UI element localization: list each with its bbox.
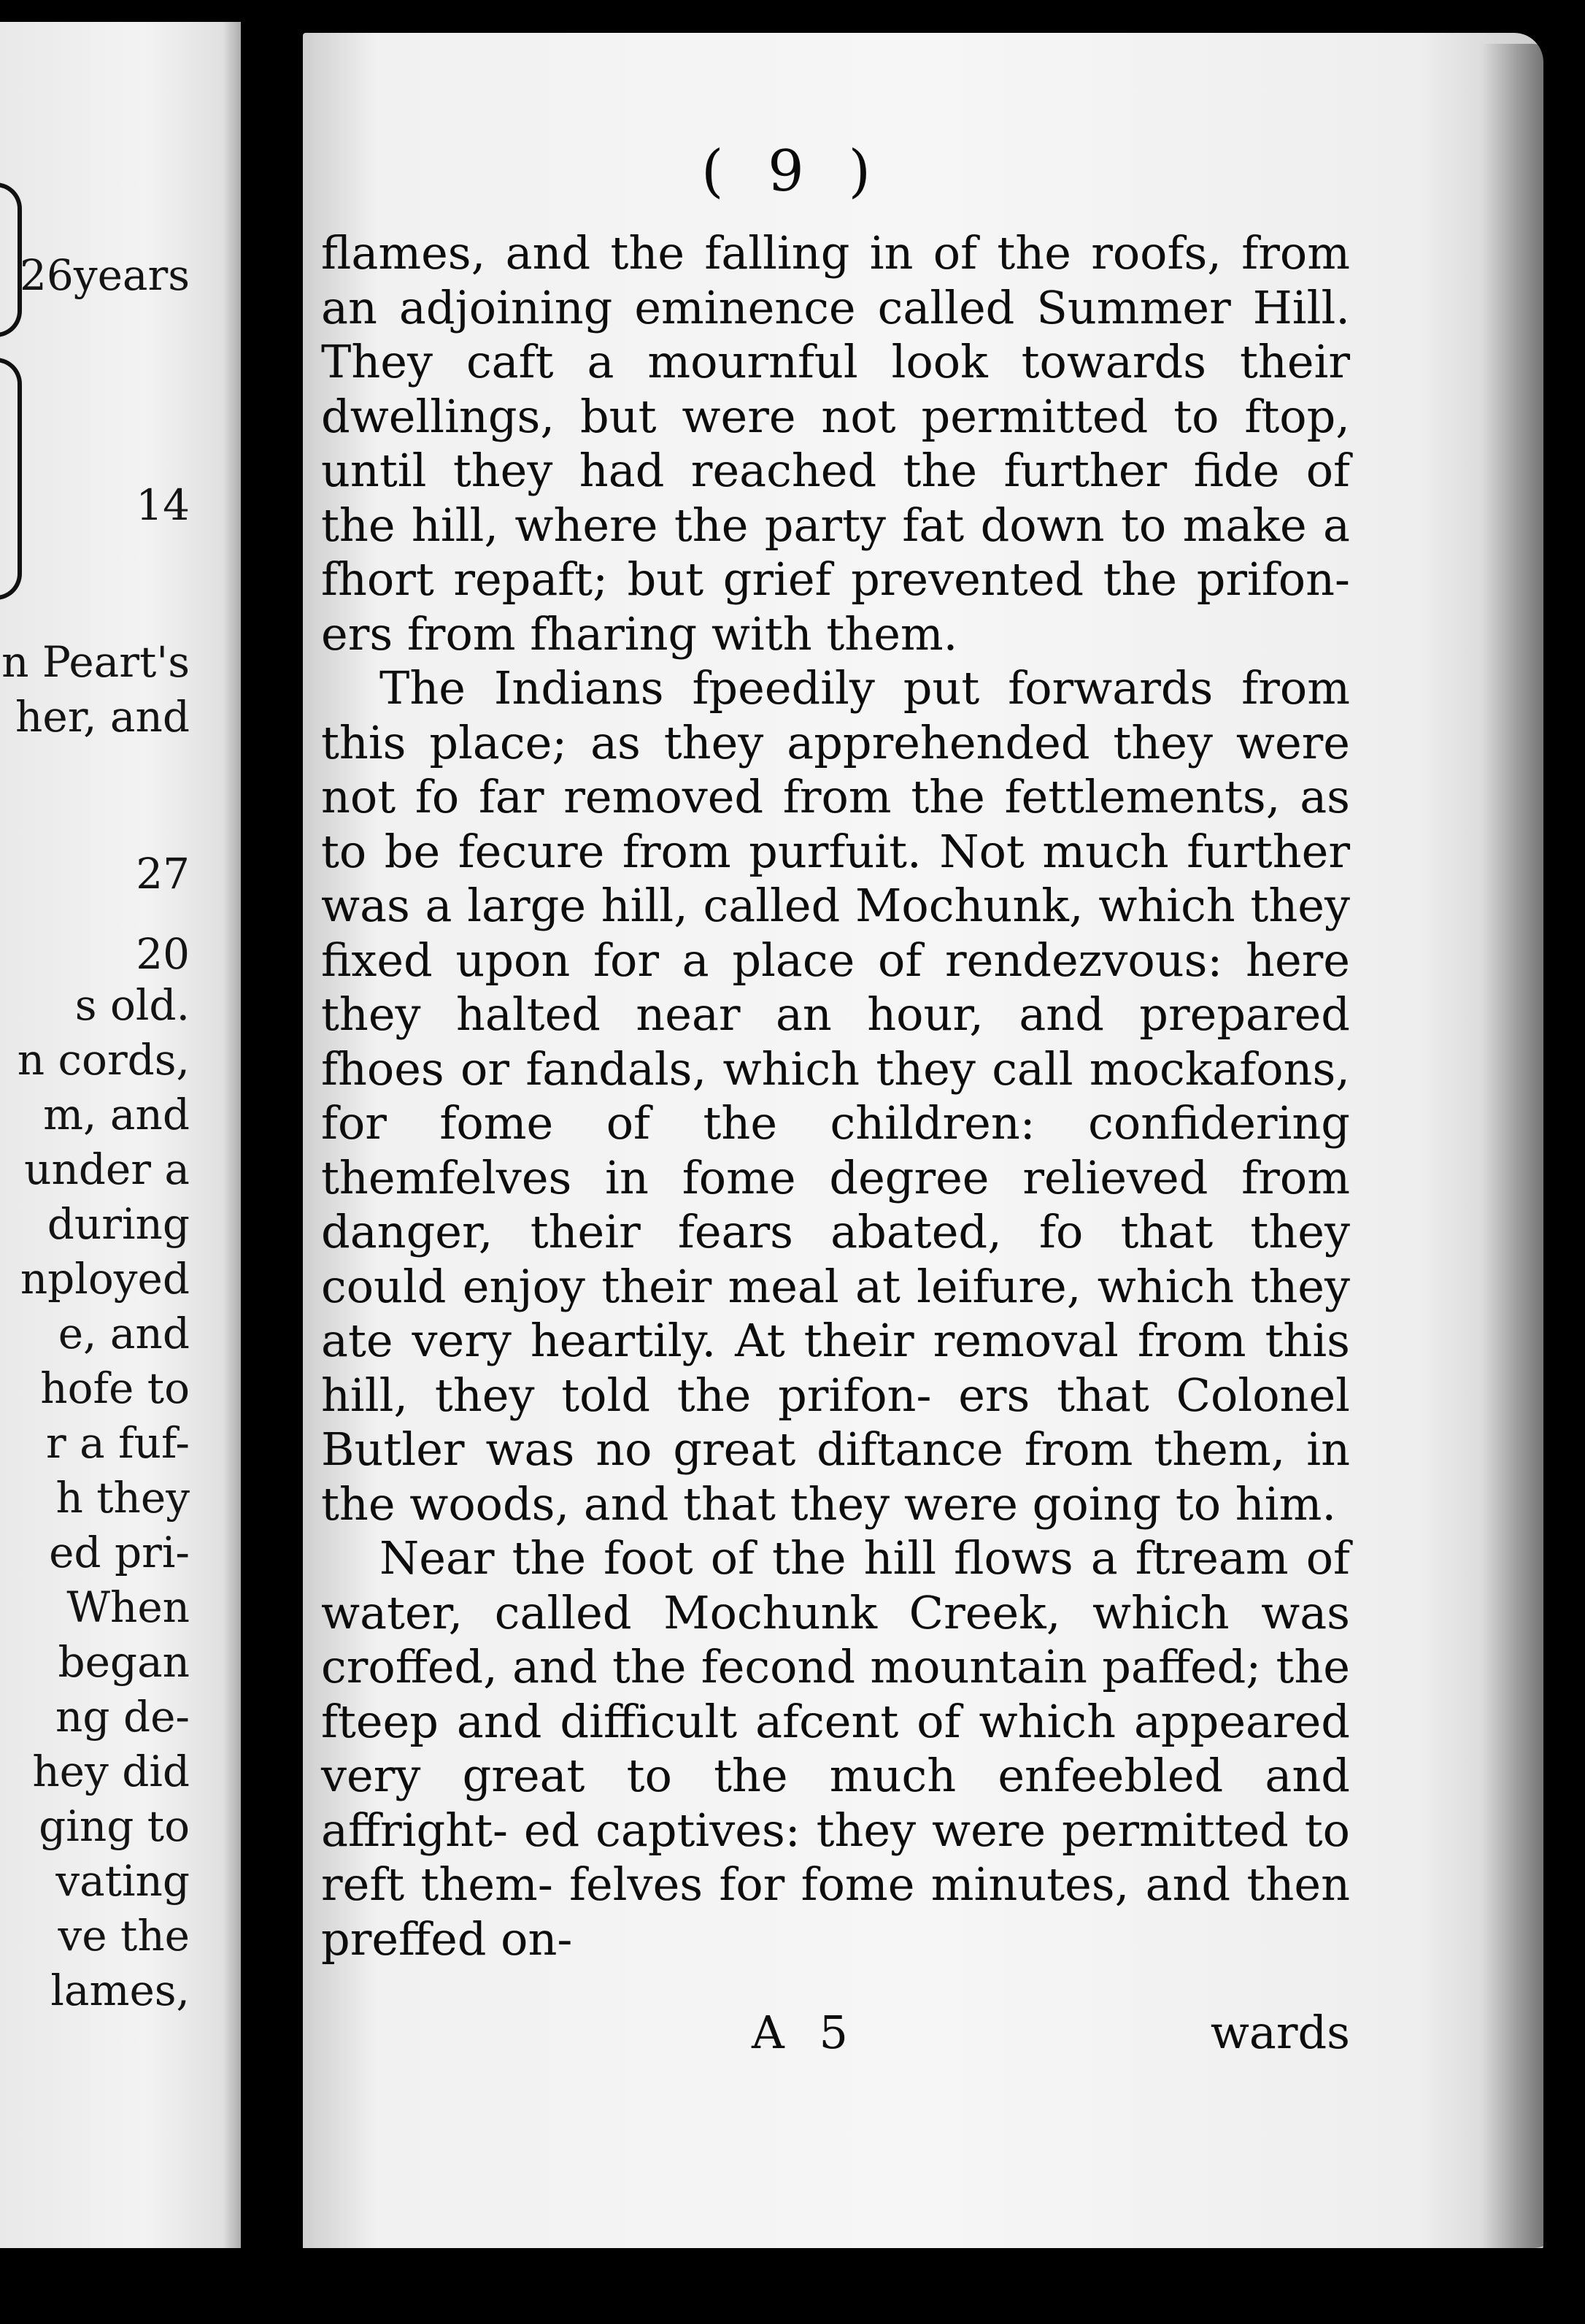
facing-page-line: hofe to xyxy=(40,1363,190,1413)
page-footer xyxy=(321,2004,1350,2062)
facing-page-line: 14 xyxy=(136,480,190,530)
signature-mark: A 5 xyxy=(752,2006,858,2059)
facing-page-line: ed pri- xyxy=(49,1528,190,1577)
paragraph-2: The Indians fpeedily put forwards from this place; as they apprehended they were not fo far removed from the fettlements, as to be fecure from purfuit. Not much further was a large hill, called Mochunk, which they fixed upon for a place of rendezvous: here they halted near an hour, and prepared fhoes or fandals, which they call mockafons, for fome of the children: confidering themfelves in fome degree relieved from danger, their fears abated, fo that they could enjoy their meal at leifure, which they ate very heartily. At their removal from this hill, they told the prifon- ers that Colonel Butler was no great diftance from them, in the woods, and that they were going to him. xyxy=(321,661,1350,1531)
page-body xyxy=(321,226,1350,1966)
paragraph-1: flames, and the falling in of the roofs, from an adjoining eminence called Summer Hill. They caft a mournful look towards their dwellings, but were not permitted to ftop, until they had reached the further fide of the hill, where the party fat down to make a fhort repaft; but grief prevented the prifon- ers from fharing with them. xyxy=(321,226,1350,661)
facing-page-line: n Peart's xyxy=(1,637,190,687)
brace-mark xyxy=(0,182,22,337)
facing-page-line: 20 xyxy=(136,929,190,979)
facing-page-line: ve the xyxy=(58,1911,190,1961)
facing-page-line: h they xyxy=(55,1473,190,1523)
facing-page-line: ging to xyxy=(39,1801,190,1851)
facing-page-line: under a xyxy=(24,1144,190,1194)
page-number: ( 9 ) xyxy=(701,139,884,204)
facing-page-line: r a fuf- xyxy=(46,1418,190,1468)
facing-page-line: e, and xyxy=(58,1309,190,1358)
facing-page-line: during xyxy=(47,1199,190,1249)
facing-page-line: 26years xyxy=(20,250,190,300)
catchword: wards xyxy=(1210,2006,1350,2059)
gutter-bar xyxy=(244,0,306,2324)
facing-page-line: 27 xyxy=(136,849,190,899)
brace-mark xyxy=(0,358,22,600)
facing-page-line: nployed xyxy=(20,1254,190,1304)
facing-page-line: When xyxy=(66,1582,190,1632)
facing-page-line: lames, xyxy=(50,1966,190,2015)
page-edge-shadow xyxy=(1481,44,1562,2248)
facing-page-line: ng de- xyxy=(55,1692,190,1742)
facing-page-line: her, and xyxy=(15,692,190,742)
facing-page-line: m, and xyxy=(43,1090,190,1139)
facing-page-line: n cords, xyxy=(17,1035,190,1085)
facing-page-line: hey did xyxy=(32,1747,190,1796)
facing-page-fragment xyxy=(0,22,241,2255)
paragraph-3: Near the foot of the hill flows a ftream of water, called Mochunk Creek, which was croffed, and the fecond mountain paffed; the fteep and difficult afcent of which appeared very great to the much enfeebled and affright- ed captives: they were permitted to reft them- felves for fome minutes, and then preffed on- xyxy=(321,1531,1350,1966)
facing-page-line: began xyxy=(58,1637,190,1687)
facing-page-line: vating xyxy=(55,1856,190,1906)
facing-page-line: s old. xyxy=(74,980,190,1030)
scan-border-bottom xyxy=(0,2248,1585,2324)
